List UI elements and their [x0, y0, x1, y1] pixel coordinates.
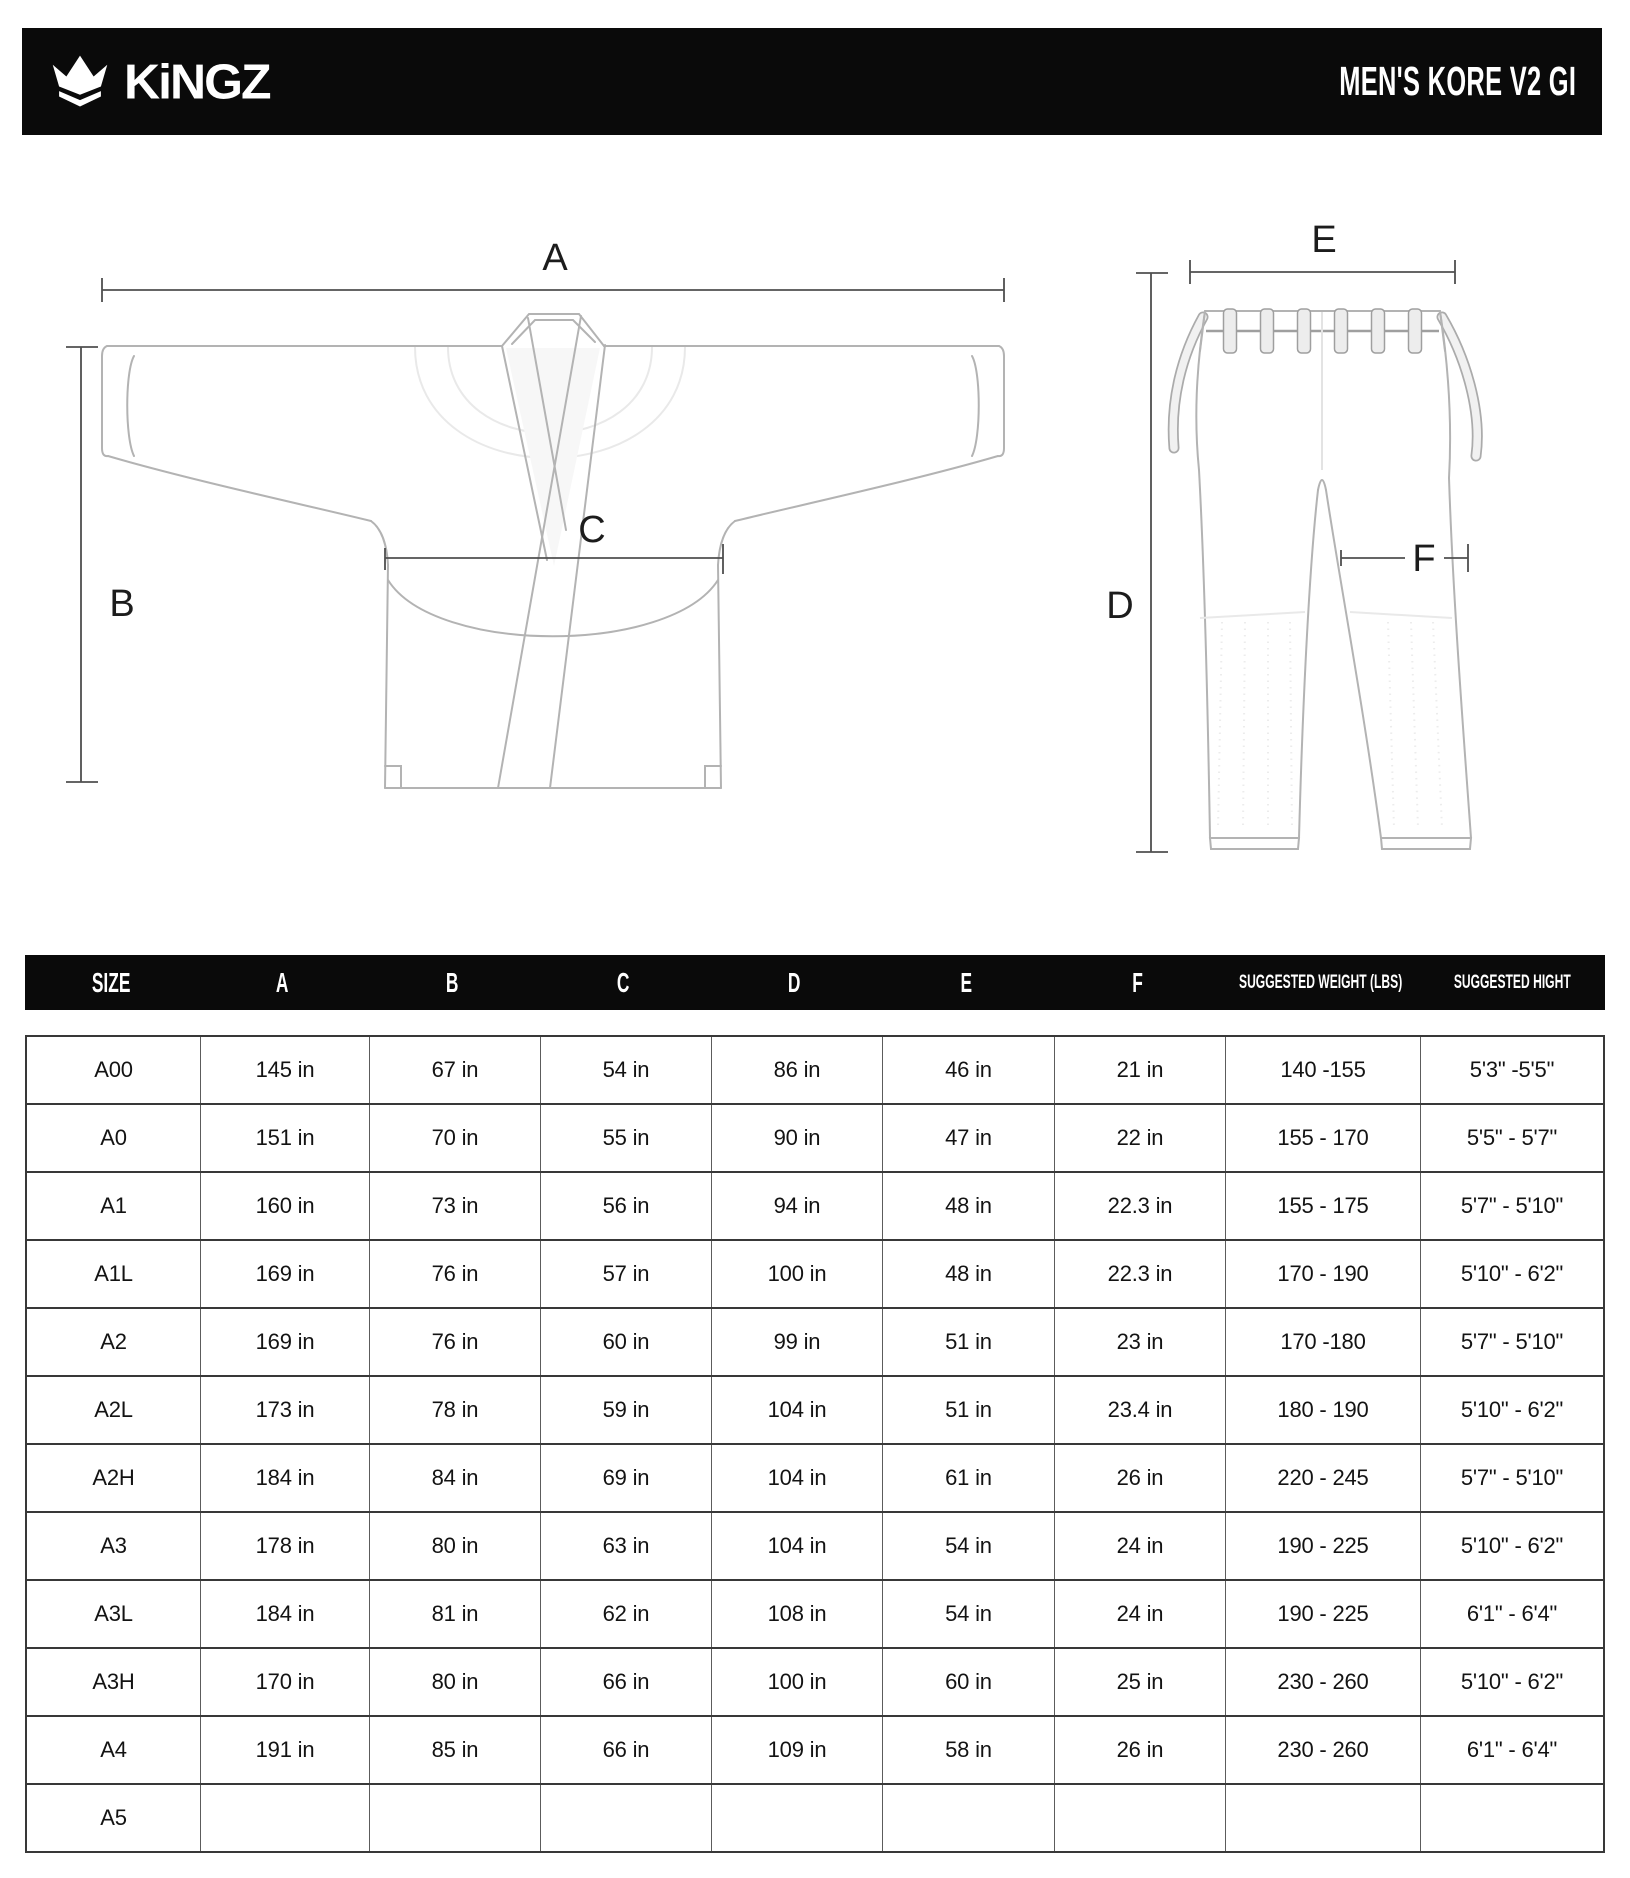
- value-cell: 73 in: [369, 1173, 540, 1239]
- brand-text: KiNGZ: [124, 54, 270, 109]
- size-cell: A2: [100, 1329, 127, 1354]
- value-cell: 170 - 190: [1225, 1241, 1420, 1307]
- crown-icon: [48, 52, 112, 112]
- value-cell: 140 -155: [1225, 1037, 1420, 1103]
- size-cell: A1L: [94, 1261, 133, 1286]
- value-cell: 58 in: [882, 1717, 1054, 1783]
- value-cell: 80 in: [369, 1649, 540, 1715]
- value-cell: 173 in: [200, 1377, 369, 1443]
- value-cell: 230 - 260: [1225, 1649, 1420, 1715]
- value-cell: 26 in: [1054, 1717, 1225, 1783]
- table-row: [27, 1239, 1603, 1307]
- value-cell: 54 in: [882, 1513, 1054, 1579]
- value-cell: 99 in: [711, 1309, 882, 1375]
- size-table-header: [25, 955, 1605, 1010]
- measurement-diagrams: [0, 135, 1630, 955]
- value-cell: 54 in: [882, 1581, 1054, 1647]
- pants-diagram: [1100, 220, 1520, 870]
- size-cell: A3L: [94, 1601, 133, 1626]
- value-cell: 5'7" - 5'10": [1420, 1173, 1603, 1239]
- value-cell: 160 in: [200, 1173, 369, 1239]
- table-row: [27, 1375, 1603, 1443]
- table-row: [27, 1443, 1603, 1511]
- value-cell: 5'7" - 5'10": [1420, 1309, 1603, 1375]
- value-cell: 22 in: [1054, 1105, 1225, 1171]
- value-cell: 55 in: [540, 1105, 711, 1171]
- column-header: C: [617, 966, 630, 998]
- value-cell: 169 in: [200, 1241, 369, 1307]
- value-cell: 78 in: [369, 1377, 540, 1443]
- size-cell: A5: [100, 1805, 127, 1830]
- value-cell: 151 in: [200, 1105, 369, 1171]
- value-cell: 54 in: [540, 1037, 711, 1103]
- size-cell: A00: [94, 1057, 133, 1082]
- value-cell: 184 in: [200, 1445, 369, 1511]
- column-header: E: [960, 966, 972, 998]
- header-bar: [22, 28, 1602, 135]
- product-title: MEN'S KORE V2 GI: [1338, 58, 1576, 104]
- size-cell: A3H: [92, 1669, 135, 1694]
- value-cell: 62 in: [540, 1581, 711, 1647]
- column-header: F: [1132, 966, 1143, 998]
- value-cell: 170 -180: [1225, 1309, 1420, 1375]
- value-cell: 85 in: [369, 1717, 540, 1783]
- value-cell: 104 in: [711, 1377, 882, 1443]
- value-cell: 67 in: [369, 1037, 540, 1103]
- table-row: [27, 1511, 1603, 1579]
- value-cell: 66 in: [540, 1717, 711, 1783]
- value-cell: 60 in: [540, 1309, 711, 1375]
- value-cell: 104 in: [711, 1445, 882, 1511]
- value-cell: 81 in: [369, 1581, 540, 1647]
- value-cell: 76 in: [369, 1309, 540, 1375]
- value-cell: 51 in: [882, 1309, 1054, 1375]
- value-cell: 48 in: [882, 1241, 1054, 1307]
- size-cell: A0: [100, 1125, 127, 1150]
- value-cell: 80 in: [369, 1513, 540, 1579]
- value-cell: 170 in: [200, 1649, 369, 1715]
- value-cell: [540, 1785, 711, 1851]
- value-cell: 86 in: [711, 1037, 882, 1103]
- size-table-body: [25, 1035, 1605, 1853]
- value-cell: 63 in: [540, 1513, 711, 1579]
- value-cell: 109 in: [711, 1717, 882, 1783]
- value-cell: 26 in: [1054, 1445, 1225, 1511]
- value-cell: 220 - 245: [1225, 1445, 1420, 1511]
- value-cell: 5'7" - 5'10": [1420, 1445, 1603, 1511]
- dim-label-b: B: [109, 583, 135, 625]
- dim-label-e: E: [1311, 220, 1337, 261]
- value-cell: 5'10" - 6'2": [1420, 1377, 1603, 1443]
- value-cell: 100 in: [711, 1649, 882, 1715]
- value-cell: 155 - 170: [1225, 1105, 1420, 1171]
- column-header: SIZE: [92, 966, 131, 998]
- value-cell: 5'5" - 5'7": [1420, 1105, 1603, 1171]
- value-cell: [1225, 1785, 1420, 1851]
- size-cell: A1: [100, 1193, 127, 1218]
- table-row: [27, 1037, 1603, 1103]
- table-row: [27, 1103, 1603, 1171]
- column-header: A: [276, 966, 289, 998]
- column-header: B: [446, 966, 459, 998]
- value-cell: 94 in: [711, 1173, 882, 1239]
- value-cell: [711, 1785, 882, 1851]
- value-cell: 23.4 in: [1054, 1377, 1225, 1443]
- value-cell: 61 in: [882, 1445, 1054, 1511]
- table-row: [27, 1647, 1603, 1715]
- value-cell: 169 in: [200, 1309, 369, 1375]
- value-cell: 51 in: [882, 1377, 1054, 1443]
- table-row: [27, 1171, 1603, 1239]
- value-cell: 145 in: [200, 1037, 369, 1103]
- value-cell: 57 in: [540, 1241, 711, 1307]
- value-cell: 230 - 260: [1225, 1717, 1420, 1783]
- value-cell: 76 in: [369, 1241, 540, 1307]
- value-cell: 108 in: [711, 1581, 882, 1647]
- value-cell: 6'1" - 6'4": [1420, 1581, 1603, 1647]
- value-cell: 48 in: [882, 1173, 1054, 1239]
- value-cell: 5'10" - 6'2": [1420, 1513, 1603, 1579]
- value-cell: 69 in: [540, 1445, 711, 1511]
- table-row: [27, 1579, 1603, 1647]
- value-cell: [1054, 1785, 1225, 1851]
- column-header: SUGGESTED HIGHT: [1453, 970, 1571, 993]
- value-cell: 84 in: [369, 1445, 540, 1511]
- value-cell: 22.3 in: [1054, 1173, 1225, 1239]
- value-cell: 104 in: [711, 1513, 882, 1579]
- dim-label-a: A: [542, 237, 568, 279]
- value-cell: 23 in: [1054, 1309, 1225, 1375]
- column-header: D: [788, 966, 801, 998]
- brand-logo: [48, 52, 270, 112]
- value-cell: 184 in: [200, 1581, 369, 1647]
- size-cell: A4: [100, 1737, 127, 1762]
- value-cell: 66 in: [540, 1649, 711, 1715]
- value-cell: 5'10" - 6'2": [1420, 1649, 1603, 1715]
- value-cell: 190 - 225: [1225, 1513, 1420, 1579]
- dim-label-f: F: [1412, 538, 1436, 580]
- jacket-diagram: [30, 230, 1040, 805]
- value-cell: 25 in: [1054, 1649, 1225, 1715]
- column-header: SUGGESTED WEIGHT (LBS): [1238, 970, 1403, 993]
- value-cell: 90 in: [711, 1105, 882, 1171]
- value-cell: 24 in: [1054, 1513, 1225, 1579]
- table-row: [27, 1715, 1603, 1783]
- value-cell: [1420, 1785, 1603, 1851]
- value-cell: [882, 1785, 1054, 1851]
- dim-label-d: D: [1106, 585, 1134, 627]
- value-cell: 5'3" -5'5": [1420, 1037, 1603, 1103]
- value-cell: 100 in: [711, 1241, 882, 1307]
- value-cell: 6'1" - 6'4": [1420, 1717, 1603, 1783]
- size-cell: A3: [100, 1533, 127, 1558]
- value-cell: 178 in: [200, 1513, 369, 1579]
- value-cell: 60 in: [882, 1649, 1054, 1715]
- value-cell: 59 in: [540, 1377, 711, 1443]
- value-cell: 22.3 in: [1054, 1241, 1225, 1307]
- dim-label-c: C: [578, 509, 606, 551]
- size-cell: A2H: [92, 1465, 135, 1490]
- size-cell: A2L: [94, 1397, 133, 1422]
- value-cell: 155 - 175: [1225, 1173, 1420, 1239]
- value-cell: [369, 1785, 540, 1851]
- value-cell: 70 in: [369, 1105, 540, 1171]
- value-cell: 24 in: [1054, 1581, 1225, 1647]
- value-cell: 56 in: [540, 1173, 711, 1239]
- table-row: [27, 1783, 1603, 1851]
- value-cell: [200, 1785, 369, 1851]
- value-cell: 180 - 190: [1225, 1377, 1420, 1443]
- value-cell: 21 in: [1054, 1037, 1225, 1103]
- value-cell: 191 in: [200, 1717, 369, 1783]
- value-cell: 47 in: [882, 1105, 1054, 1171]
- table-row: [27, 1307, 1603, 1375]
- value-cell: 5'10" - 6'2": [1420, 1241, 1603, 1307]
- value-cell: 190 - 225: [1225, 1581, 1420, 1647]
- value-cell: 46 in: [882, 1037, 1054, 1103]
